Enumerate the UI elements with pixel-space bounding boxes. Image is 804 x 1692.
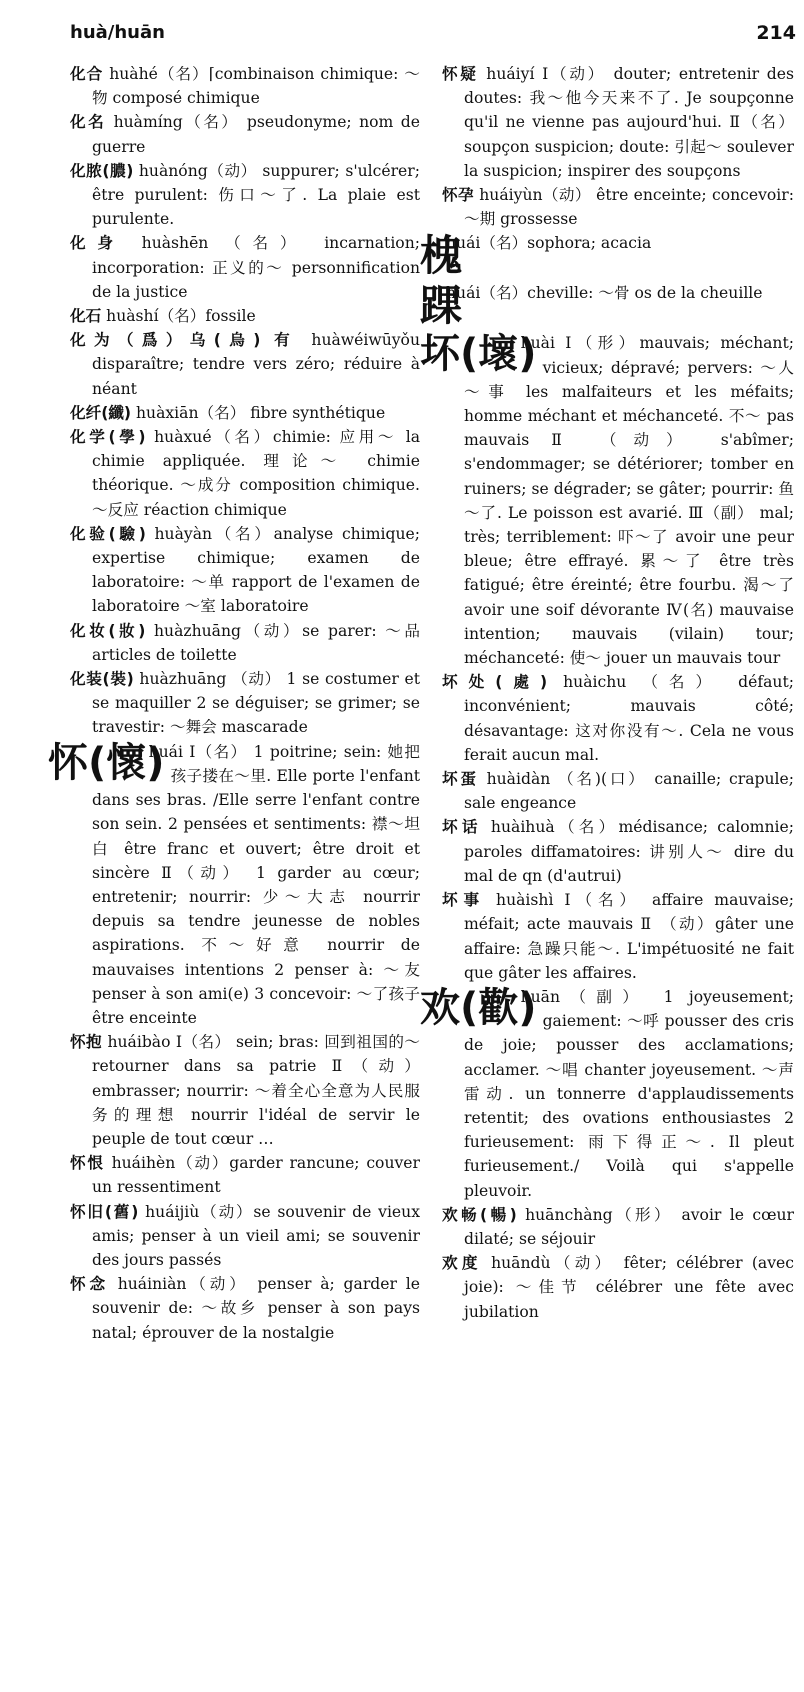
entry-headword: 坏蛋 xyxy=(442,770,479,789)
entry-definition: huàidàn （名)(口） canaille; crapule; sale engeance xyxy=(464,770,794,813)
entry-headword: 化为（爲）乌(烏) 有 xyxy=(70,331,299,350)
entry-definition: huàhé（名）⌈combinaison chimique: ～物 composé chimique xyxy=(92,65,420,108)
right-column xyxy=(420,62,794,1324)
entry-headword: 欢畅(暢) xyxy=(442,1205,517,1224)
entry-headword: 化合 xyxy=(70,65,104,83)
entry-definition: huàmíng（名） pseudonyme; nom de guerre xyxy=(92,113,420,156)
dictionary-entry xyxy=(70,328,420,401)
entry-headword: 坏(壞) xyxy=(420,331,537,378)
entry-definition: huànóng（动） suppurer; s'ulcérer; être purulent: 伤口～了. La plaie est purulente. xyxy=(92,161,420,229)
dictionary-entry xyxy=(70,1272,420,1345)
entry-definition: huàwéiwūyǒu disparaître; tendre vers zéro; réduire à néant xyxy=(92,331,420,398)
entry-definition: huáiniàn（动） penser à; garder le souvenir de: ～故乡 penser à son pays natal; éprouver de la nostalgie xyxy=(92,1275,420,1342)
entry-headword: 怀(懷) xyxy=(48,739,165,786)
entry-headword: 坏处(處) xyxy=(442,673,548,692)
entry-headword: 怀抱 xyxy=(70,1033,103,1052)
entry-headword: 坏事 xyxy=(442,891,486,910)
entry-headword: 坏话 xyxy=(442,818,482,837)
dictionary-entry xyxy=(70,231,420,304)
entry-headword: 化妆(妝) xyxy=(70,621,146,640)
entry-headword: 化学(學) xyxy=(70,428,146,447)
entry-headword: 化验(驗) xyxy=(70,524,146,543)
dictionary-entry xyxy=(70,1200,420,1273)
dictionary-entry xyxy=(70,522,420,619)
page-header xyxy=(70,22,796,52)
entry-definition: huàichu （名） défaut; inconvénient; mauvais côté; désavantage: 这对你没有～. Cela ne vous ferait aucun mal. xyxy=(464,673,794,764)
entry-headword: 化身 xyxy=(70,234,125,253)
entry-headword: 怀旧(舊) xyxy=(70,1202,139,1221)
entry-headword: 欢度 xyxy=(442,1254,482,1273)
dictionary-entry xyxy=(70,159,420,232)
entry-definition: huàishì Ⅰ（名） affaire mauvaise; méfait; acte mauvais Ⅱ （动）gâter une affaire: 急躁只能～. L'impétuosité ne fait que gâter les affaires. xyxy=(464,891,794,982)
entry-definition: huàzhuāng （动） 1 se costumer et se maquiller 2 se déguiser; se grimer; se travestir: ～舞会 mascarade xyxy=(92,670,420,737)
dictionary-entry xyxy=(420,331,794,670)
entry-headword: 怀疑 xyxy=(442,65,479,83)
entry-definition: huānchàng（形） avoir le cœur dilaté; se séjouir xyxy=(464,1205,794,1248)
entry-definition: huáiyùn（动） être enceinte; concevoir: ～期 grossesse xyxy=(464,186,794,229)
dictionary-entry xyxy=(442,888,794,985)
entry-headword: 化名 xyxy=(70,113,107,132)
dictionary-entry xyxy=(442,1203,794,1251)
entry-definition: huáiyí Ⅰ（动） douter; entretenir des doutes: 我～他今天来不了. Je soupçonne qu'il ne vienne pas aujourd'hui. Ⅱ（名） soupçon suspicion; doute: 引起～ soulever la suspicion; inspirer des soupçons xyxy=(464,65,794,180)
entry-headword: 怀念 xyxy=(70,1275,109,1294)
entry-definition: huàshí（名）fossile xyxy=(101,307,256,326)
dictionary-entry xyxy=(442,670,794,767)
entry-headword: 欢(歡) xyxy=(420,984,537,1031)
entry-definition: huáijiù（动）se souvenir de vieux amis; penser à un vieil ami; se souvenir des jours passés xyxy=(92,1202,420,1269)
dictionary-entry xyxy=(70,667,420,740)
entry-headword: 踝 xyxy=(420,281,463,331)
entry-definition: huái Ⅰ（名） 1 poitrine; sein: 她把孩子搂在～里. Elle porte l'enfant dans ses bras. /Elle serre l'enfant contre son sein. 2 pensées et sentiments: 襟～坦白 être franc et ouvert; être droit et sincère Ⅱ（动） 1 garder au cœur; entretenir; nourrir: 少～大志 nourrir depuis sa tendre jeunesse de nobles aspirations. 不～好意 nourrir de mauvaises intentions 2 penser à: ～友 penser à son ami(e) 3 concevoir: ～了孩子 être enceinte xyxy=(92,742,420,1027)
entry-definition: huáihèn（动）garder rancune; couver un ressentiment xyxy=(92,1154,420,1197)
entry-definition: huài Ⅰ（形）mauvais; méchant; vicieux; dépravé; pervers: ～人～事 les malfaiteurs et les méfaits; homme méchant et méchanceté. 不～ pas mauvais Ⅱ （动） s'abîmer; s'endommager; se détériorer; tomber en ruiners; se dégrader; se gâter; pourrir: 鱼～了. Le poisson est avarié. Ⅲ（副） mal; très; terriblement: 吓～了 avoir une peur bleue; être effrayé. 累～了 être très fatigué; être éreinté; être fourbu. 渴～了 avoir une soif dévorante Ⅳ(名) mauvaise intention; mauvais (vilain) tour; méchanceté: 使～ jouer un mauvais tour xyxy=(464,334,794,668)
entry-definition: huāndù（动） fêter; célébrer (avec joie): ～佳节 célébrer une fête avec jubilation xyxy=(464,1254,794,1321)
entry-headword: 化装(裝) xyxy=(70,670,134,689)
entry-headword: 怀孕 xyxy=(442,186,474,205)
entry-headword: 化纤(纖) xyxy=(70,403,132,422)
entry-definition: huàzhuāng（动）se parer: ～品 articles de toilette xyxy=(92,621,420,664)
dictionary-entry xyxy=(420,231,794,281)
entry-definition: huàxiān（名） fibre synthétique xyxy=(131,403,386,422)
dictionary-entry xyxy=(442,767,794,815)
dictionary-entry xyxy=(442,62,794,183)
dictionary-entry xyxy=(70,1030,420,1151)
entry-definition: huān（副） 1 joyeusement; gaiement: ～呼 pousser des cris de joie; pousser des acclamations; acclamer. ～唱 chanter joyeusement. ～声雷动. un tonnerre d'applaudissements retentit; des ovations enthousiastes 2 furieusement: 雨下得正～. Il pleut furieusement./ Voilà qui s'appelle pleuvoir. xyxy=(464,987,794,1200)
entry-definition: huái（名）cheville: ～骨 os de la cheuille xyxy=(446,284,763,303)
dictionary-entry xyxy=(70,1151,420,1199)
dictionary-entry xyxy=(48,739,420,1030)
entry-headword: 怀恨 xyxy=(70,1154,105,1173)
page-number: 214 xyxy=(756,22,796,44)
entry-definition: huàyàn（名）analyse chimique; expertise chimique; examen de laboratoire: ～单 rapport de l'examen de laboratoire ～室 laboratoire xyxy=(92,524,420,616)
left-column xyxy=(48,62,420,1345)
dictionary-entry xyxy=(70,619,420,667)
dictionary-entry xyxy=(70,401,420,425)
dictionary-entry xyxy=(442,1251,794,1324)
dictionary-entry xyxy=(420,984,794,1203)
dictionary-entry xyxy=(420,281,794,331)
dictionary-entry xyxy=(442,183,794,231)
entry-definition: huáibào Ⅰ（名） sein; bras: 回到祖国的～ retourner dans sa patrie Ⅱ（动） embrasser; nourrir: ～着全心全意为人民服务的理想 nourrir l'idéal de servir le peuple de tout cœur … xyxy=(92,1033,420,1148)
entry-definition: huàshēn （名） incarnation; incorporation: 正义的～ personnification de la justice xyxy=(92,234,420,301)
entry-headword: 槐 xyxy=(420,231,463,281)
dictionary-entry xyxy=(70,62,420,110)
entry-definition: huái（名）sophora; acacia xyxy=(446,234,652,253)
dictionary-entry xyxy=(70,304,420,328)
entry-headword: 化石 xyxy=(70,307,102,326)
dictionary-entry xyxy=(442,815,794,888)
entry-headword: 化脓(膿) xyxy=(70,161,134,180)
dictionary-entry xyxy=(70,110,420,158)
entry-definition: huàxué（名）chimie: 应用～ la chimie appliquée. 理论～ chimie théorique. ～成分 composition chimique. ～反应 réaction chimique xyxy=(92,428,420,519)
running-head: huà/huān xyxy=(70,22,165,43)
entry-definition: huàihuà（名）médisance; calomnie; paroles diffamatoires: 讲别人～ dire du mal de qn (d'autrui) xyxy=(464,818,794,885)
dictionary-entry xyxy=(70,425,420,522)
